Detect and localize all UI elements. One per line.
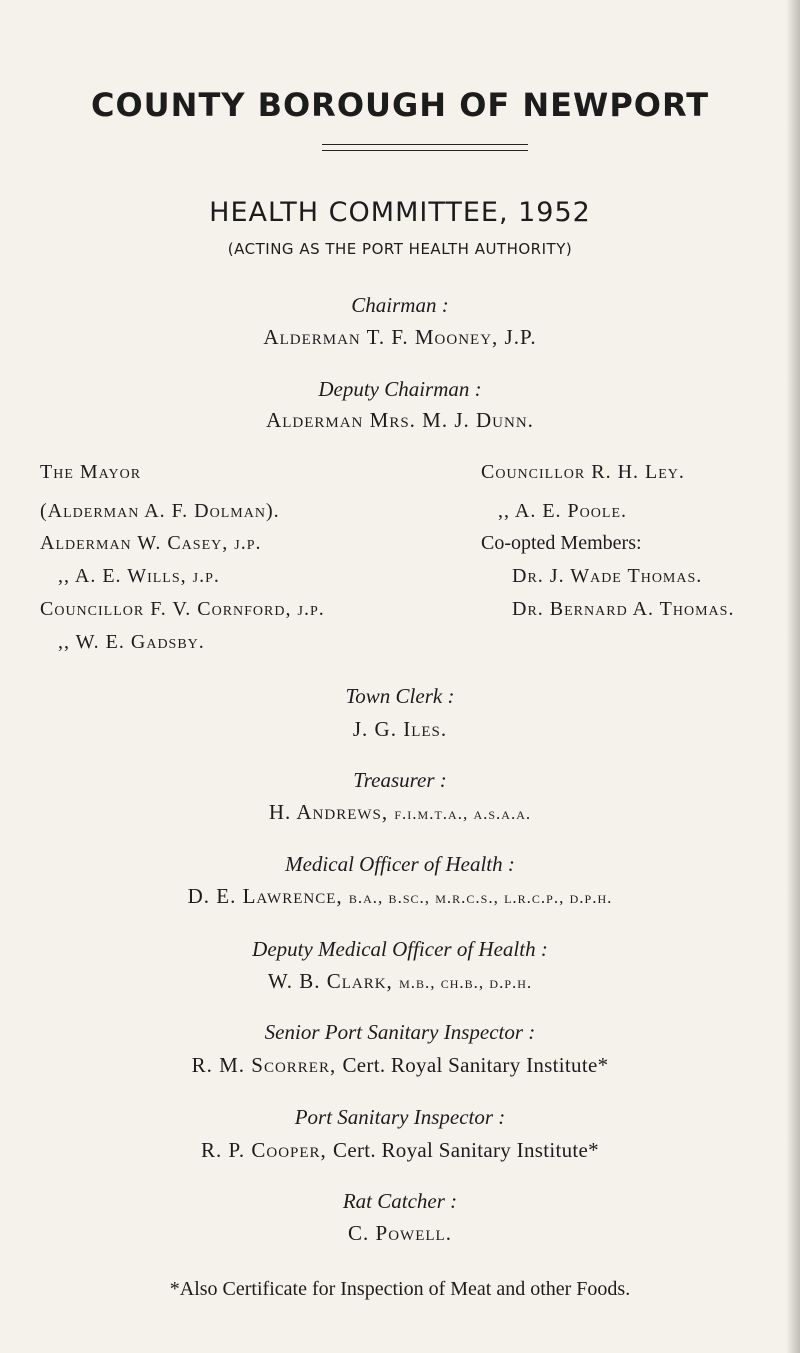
officer-role-town-clerk: Town Clerk : [345,684,455,708]
treasurer-qualifications: f.i.m.t.a., a.s.a.a. [394,804,532,823]
member-left-2: (Alderman A. F. Dolman). [40,500,280,522]
officer-role-treasurer: Treasurer : [353,768,447,792]
port-inspector-qualifications: Cert. Royal Sanitary Institute* [333,1138,599,1162]
member-left-6: ,, W. E. Gadsby. [58,631,205,653]
officer-role-port-inspector: Port Sanitary Inspector : [294,1105,506,1129]
acting-as-subheading: (ACTING AS THE PORT HEALTH AUTHORITY) [227,240,573,258]
member-right-3: Co-opted Members: [481,532,642,554]
member-left-4: ,, A. E. Wills, j.p. [58,565,220,587]
footnote: *Also Certificate for Inspection of Meat and other Foods. [169,1278,631,1300]
officer-name-treasurer [0,800,800,825]
chairman-name: Alderman T. F. Mooney, J.P. [263,325,537,349]
document-title: COUNTY BOROUGH OF NEWPORT [90,86,710,124]
deputy-medical-officer-name: W. B. Clark, [267,969,393,993]
treasurer-name: H. Andrews, [268,800,389,824]
officer-name-port-inspector [0,1138,800,1163]
deputy-chairman-name: Alderman Mrs. M. J. Dunn. [266,408,534,432]
senior-port-inspector-name: R. M. Scorrer, [191,1053,337,1077]
member-left-3: Alderman W. Casey, j.p. [40,532,262,554]
senior-port-inspector-qualifications: Cert. Royal Sanitary Institute* [342,1053,609,1077]
chairman-role: Chairman : [351,293,449,317]
member-left-5: Councillor F. V. Cornford, j.p. [40,598,325,620]
medical-officer-name: D. E. Lawrence, [187,884,343,908]
officer-name-rat-catcher [0,1221,800,1246]
member-right-5: Dr. Bernard A. Thomas. [512,598,735,620]
officer-role-deputy-medical-officer: Deputy Medical Officer of Health : [252,937,548,961]
port-inspector-name: R. P. Cooper, [201,1138,327,1162]
deputy-medical-officer-qualifications: m.b., ch.b., d.p.h. [399,973,533,992]
officer-name-senior-port-inspector [0,1053,800,1078]
officer-role-senior-port-inspector: Senior Port Sanitary Inspector : [264,1020,536,1044]
rat-catcher-name: C. Powell. [348,1221,452,1245]
member-right-4: Dr. J. Wade Thomas. [512,565,703,587]
member-left-1: The Mayor [40,461,142,483]
officer-role-rat-catcher: Rat Catcher : [342,1189,458,1213]
officer-name-deputy-medical-officer [0,969,800,994]
officer-name-town-clerk [0,717,800,742]
deputy-chairman-role: Deputy Chairman : [318,377,482,401]
member-right-1: Councillor R. H. Ley. [481,461,685,483]
town-clerk-name: J. G. Iles. [352,717,448,741]
committee-heading: HEALTH COMMITTEE, 1952 [209,197,591,228]
officer-role-medical-officer: Medical Officer of Health : [285,852,515,876]
medical-officer-qualifications: b.a., b.sc., m.r.c.s., l.r.c.p., d.p.h. [348,888,613,907]
member-right-2: ,, A. E. Poole. [498,500,628,522]
officer-name-medical-officer [0,884,800,909]
title-double-rule [322,144,528,151]
